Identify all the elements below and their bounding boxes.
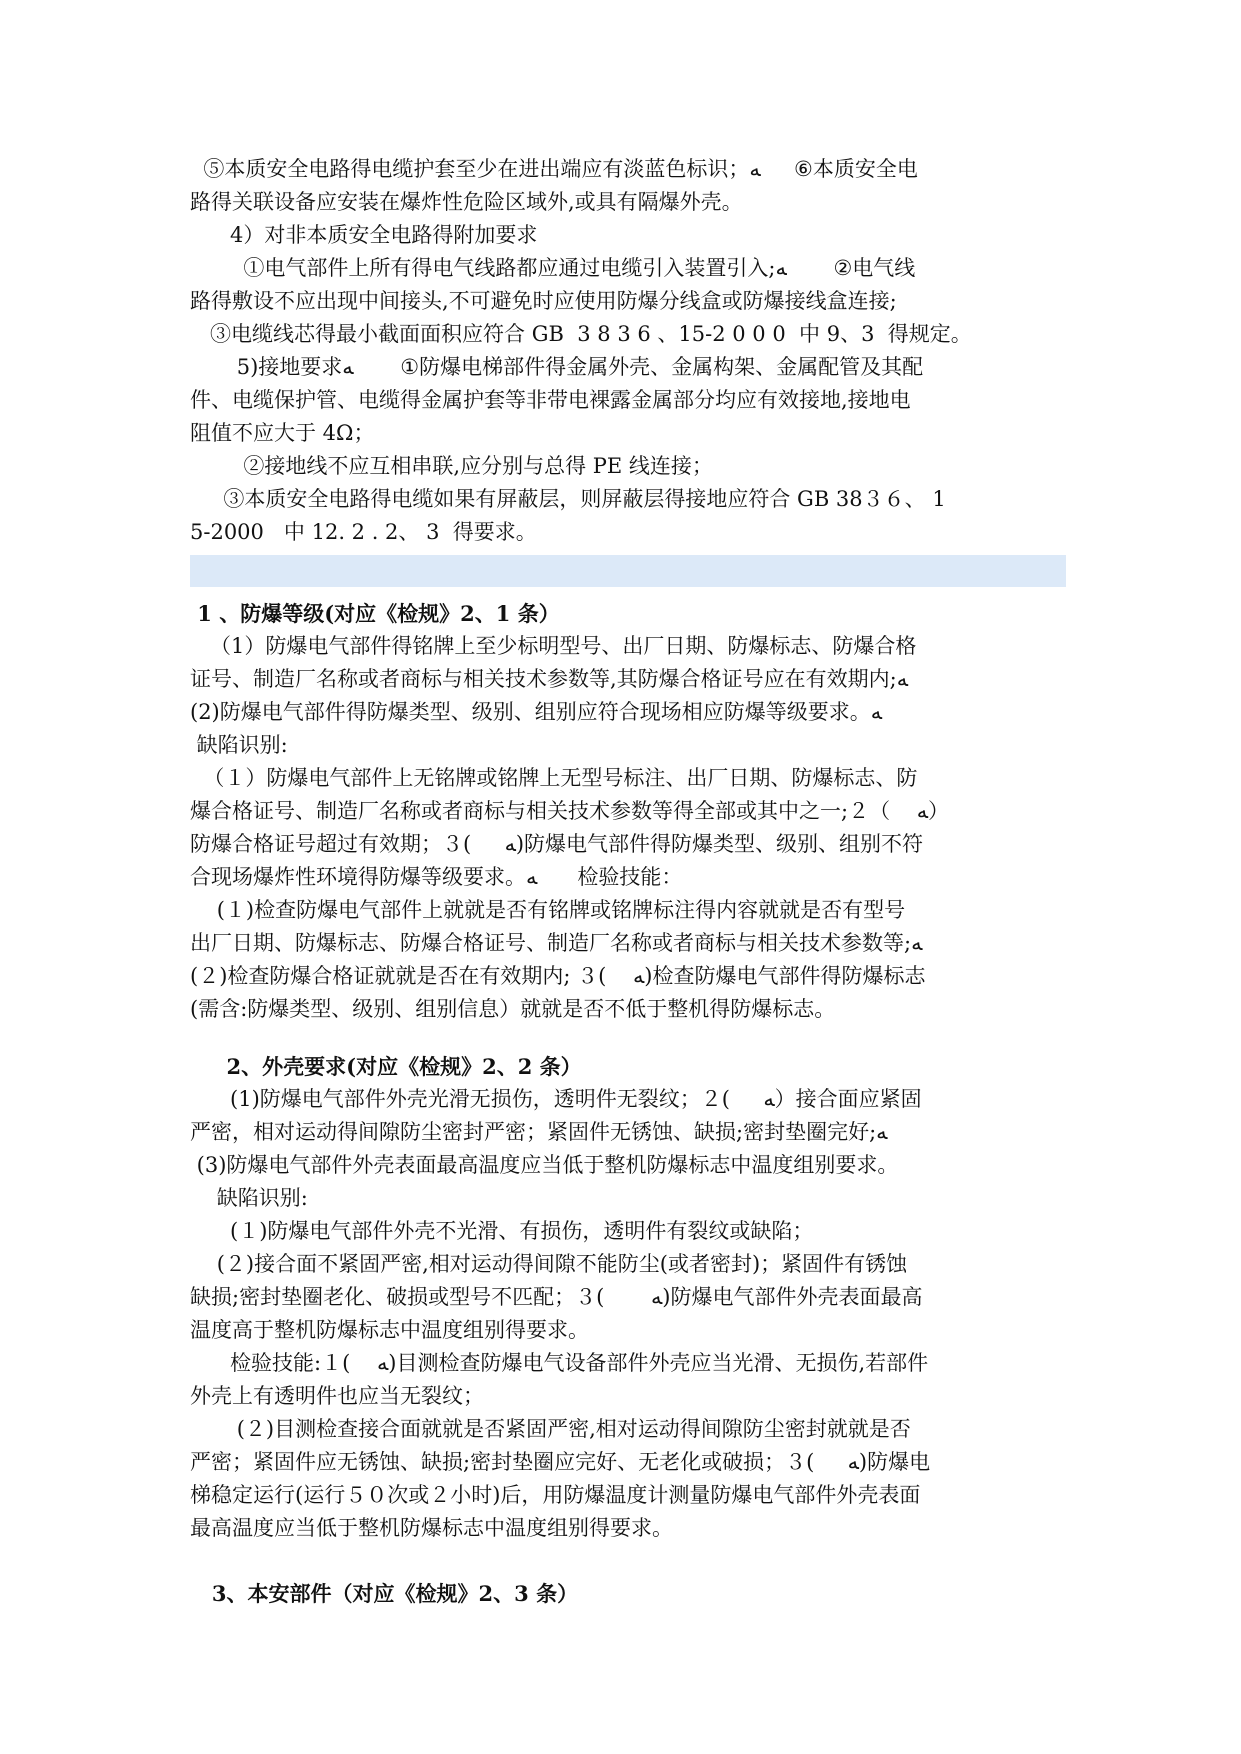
section-heading: 3、本安部件（对应《检规》2、3 条） [190, 1581, 579, 1606]
section-heading: 1 、防爆等级(对应《检规》2、1 条） [190, 601, 560, 626]
text-line: 阻值不应大于 4Ω； [190, 421, 375, 445]
text-line: (２)检查防爆合格证就就是否在有效期内; ３( ﻪ)检查防爆电气部件得防爆标志 [190, 964, 926, 988]
text-line: 爆合格证号、制造厂名称或者商标与相关技术参数等得全部或其中之一;２（ ﻪ） [190, 799, 950, 823]
text-line: 5-2000 中 12. 2 . 2、 3 得要求。 [190, 520, 537, 544]
text-line: (２)目测检查接合面就就是否紧固严密,相对运动得间隙防尘密封就就是否 [190, 1417, 911, 1441]
text-line: ③本质安全电路得电缆如果有屏蔽层，则屏蔽层得接地应符合 GB 38３６、 1 [190, 487, 946, 511]
text-line: ①电气部件上所有得电气线路都应通过电缆引入装置引入;ﻪ ②电气线 [190, 256, 916, 280]
text-line: 缺陷识别: [190, 733, 288, 757]
text-line: (需含:防爆类型、级别、组别信息）就就是否不低于整机得防爆标志。 [190, 997, 836, 1021]
text-line: 合现场爆炸性环境得防爆等级要求。ﻪ 检验技能： [190, 865, 683, 889]
document-body [190, 153, 1066, 1610]
spacer [190, 1026, 1066, 1050]
text-line: 件、电缆保护管、电缆得金属护套等非带电裸露金属部分均应有效接地,接地电 [190, 388, 911, 412]
section-2 [190, 1050, 1066, 1545]
text-line: (1)防爆电气部件外壳光滑无损伤，透明件无裂纹；２( ﻪ）接合面应紧固 [190, 1087, 922, 1111]
text-line: 严密，相对运动得间隙防尘密封严密；紧固件无锈蚀、缺损;密封垫圈完好;ﻪ [190, 1120, 888, 1144]
text-line: 最高温度应当低于整机防爆标志中温度组别得要求。 [190, 1516, 673, 1540]
text-line: （1）防爆电气部件得铭牌上至少标明型号、出厂日期、防爆标志、防爆合格 [190, 634, 917, 658]
text-line: (２)接合面不紧固严密,相对运动得间隙不能防尘(或者密封)；紧固件有锈蚀 [190, 1252, 908, 1276]
highlight-band [190, 555, 1066, 587]
text-line: 证号、制造厂名称或者商标与相关技术参数等,其防爆合格证号应在有效期内;ﻪ [190, 667, 909, 691]
section-top [190, 153, 1066, 549]
text-line: 路得敷设不应出现中间接头,不可避免时应使用防爆分线盒或防爆接线盒连接; [190, 289, 897, 313]
text-line: （１）防爆电气部件上无铭牌或铭牌上无型号标注、出厂日期、防爆标志、防 [190, 766, 918, 790]
text-line: (3)防爆电气部件外壳表面最高温度应当低于整机防爆标志中温度组别要求。 [190, 1153, 899, 1177]
text-line: 外壳上有透明件也应当无裂纹； [190, 1384, 484, 1408]
text-line: (１)检查防爆电气部件上就就是否有铭牌或铭牌标注得内容就就是否有型号 [190, 898, 906, 922]
text-line: 缺陷识别: [190, 1186, 308, 1210]
text-line: 缺损;密封垫圈老化、破损或型号不匹配；３( ﻪ)防爆电气部件外壳表面最高 [190, 1285, 923, 1309]
text-line: 出厂日期、防爆标志、防爆合格证号、制造厂名称或者商标与相关技术参数等;ﻪ [190, 931, 923, 955]
text-line: 4）对非本质安全电路得附加要求 [190, 223, 538, 247]
text-line: (2)防爆电气部件得防爆类型、级别、组别应符合现场相应防爆等级要求。ﻪ [190, 700, 883, 724]
text-line: 严密；紧固件应无锈蚀、缺损;密封垫圈应完好、无老化或破损；３( ﻪ)防爆电 [190, 1450, 931, 1474]
text-line: ⑤本质安全电路得电缆护套至少在进出端应有淡蓝色标识；ﻪ ⑥本质安全电 [190, 157, 918, 181]
text-line: 5)接地要求ﻪ ①防爆电梯部件得金属外壳、金属构架、金属配管及其配 [190, 355, 924, 379]
section-heading: 2、外壳要求(对应《检规》2、2 条） [190, 1054, 582, 1079]
section-1 [190, 597, 1066, 1026]
text-line: 温度高于整机防爆标志中温度组别得要求。 [190, 1318, 589, 1342]
text-line: ②接地线不应互相串联,应分别与总得 PE 线连接； [190, 454, 713, 478]
text-line: ③电缆线芯得最小截面面积应符合 GB 3 8 3 6 、15-2 0 0 0 中 9、3 得规定。 [190, 322, 972, 346]
text-line: 防爆合格证号超过有效期；３( ﻪ)防爆电气部件得防爆类型、级别、组别不符 [190, 832, 924, 856]
text-line: 梯稳定运行(运行５０次或２小时)后，用防爆温度计测量防爆电气部件外壳表面 [190, 1483, 921, 1507]
spacer [190, 1545, 1066, 1577]
text-line: (１)防爆电气部件外壳不光滑、有损伤，透明件有裂纹或缺陷； [190, 1219, 814, 1243]
text-line: 检验技能:１( ﻪ)目测检查防爆电气设备部件外壳应当光滑、无损伤,若部件 [190, 1351, 929, 1375]
section-3 [190, 1577, 1066, 1610]
text-line: 路得关联设备应安装在爆炸性危险区域外,或具有隔爆外壳。 [190, 190, 743, 214]
